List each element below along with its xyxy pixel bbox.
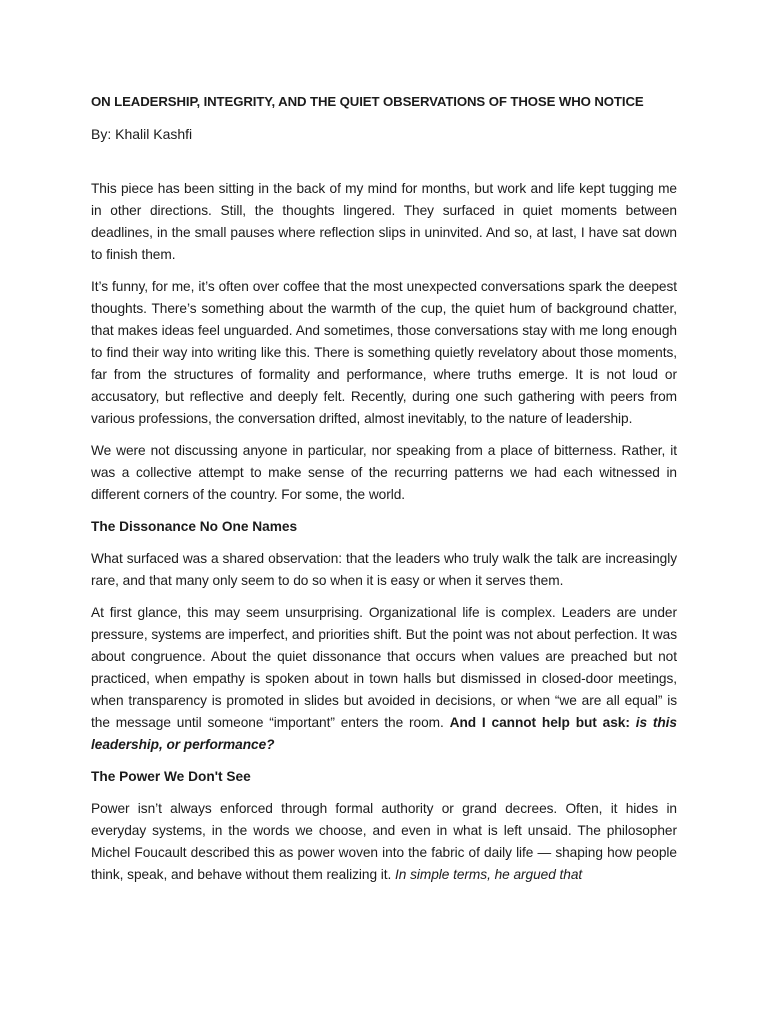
paragraph-intro: This piece has been sitting in the back of my mind for months, but work and life kept tugging me in other directions. Still, the thoughts lingered. They surfaced in quiet moments between deadlines, in the small pauses where reflection slips in uninvited. And so, at last, I have sat down to finish them. xyxy=(91,181,677,262)
author-byline: By: Khalil Kashfi xyxy=(91,126,193,142)
paragraph-collective: We were not discussing anyone in particular, nor speaking from a place of bitterness. Rather, it was a collective attempt to make sense of the recurring patterns we had each witnessed in different corners of the country. For some, the world. xyxy=(91,443,677,502)
paragraph-observation: What surfaced was a shared observation: that the leaders who truly walk the talk are increasingly rare, and that many only seem to do so when it is easy or when it serves them. xyxy=(91,551,677,588)
paragraph-congruence xyxy=(91,602,677,756)
section-heading-dissonance: The Dissonance No One Names xyxy=(91,519,298,534)
document-body xyxy=(91,93,677,896)
paragraph-congruence-text: At first glance, this may seem unsurprising. Organizational life is complex. Leaders are under pressure, systems are imperfect, and priorities shift. But the point was not about perfection. It was about congruence. About the quiet dissonance that occurs when values are preached but not practiced, when empathy is spoken about in town halls but dismissed in closed-door meetings, when transparency is promoted in slides but avoided in decisions, or when “we are all equal” is the message until someone “important” enters the room. xyxy=(91,605,677,730)
document-title: ON LEADERSHIP, INTEGRITY, AND THE QUIET OBSERVATIONS OF THOSE WHO NOTICE xyxy=(91,94,644,109)
paragraph-power-italic: In simple terms, he argued that xyxy=(395,867,583,882)
section-heading-power: The Power We Don't See xyxy=(91,769,251,784)
paragraph-coffee: It’s funny, for me, it’s often over coffee that the most unexpected conversations spark the deepest thoughts. There’s something about the warmth of the cup, the quiet hum of background chatter, that makes ideas feel unguarded. And sometimes, those conversations stay with me long enough to find their way into writing like this. There is something quietly revelatory about those moments, far from the structures of formality and performance, where truths emerge. It is not loud or accusatory, but reflective and deeply felt. Recently, during one such gathering with peers from various professions, the conversation drifted, almost inevitably, to the nature of leadership. xyxy=(91,279,677,426)
paragraph-power xyxy=(91,798,677,886)
paragraph-power-text: Power isn’t always enforced through formal authority or grand decrees. Often, it hides in everyday systems, in the words we choose, and even in what is left unsaid. The philosopher Michel Foucault described this as power woven into the fabric of daily life — shaping how people think, speak, and behave without them realizing it. xyxy=(91,801,677,882)
paragraph-congruence-bold: And I cannot help but ask: xyxy=(449,715,636,730)
paragraph-congruence-question: is this leadership, or performance? xyxy=(91,715,677,752)
